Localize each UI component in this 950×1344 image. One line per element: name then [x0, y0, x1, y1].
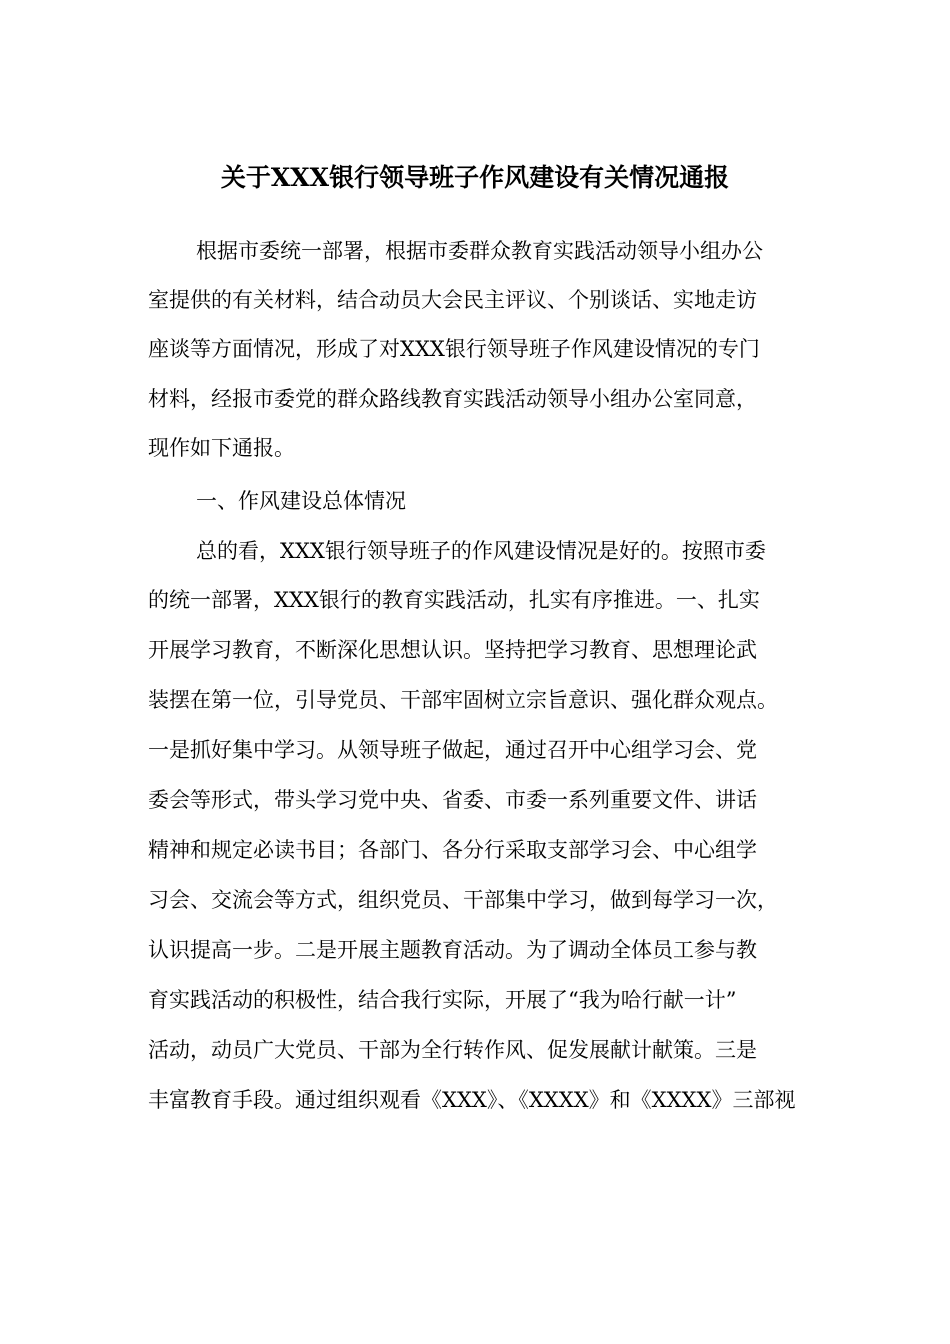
paragraph-line: 丰富教育手段。通过组织观看《XXX》、《XXXX》和《XXXX》三部视	[148, 1088, 796, 1112]
paragraph-line: 活动，动员广大党员、干部为全行转作风、促发展献计献策。三是	[148, 1038, 757, 1062]
paragraph-line: 育实践活动的积极性，结合我行实际，开展了“我为哈行献一计”	[148, 988, 737, 1012]
paragraph-line: 开展学习教育，不断深化思想认识。坚持把学习教育、思想理论武	[148, 638, 757, 662]
section-heading: 一、作风建设总体情况	[196, 489, 406, 513]
paragraph-line: 精神和规定必读书目；各部门、各分行采取支部学习会、中心组学	[148, 838, 757, 862]
paragraph-line: 室提供的有关材料，结合动员大会民主评议、个别谈话、实地走访	[148, 288, 757, 312]
paragraph-line: 总的看，XXX银行领导班子的作风建设情况是好的。按照市委	[196, 539, 766, 563]
paragraph-line: 委会等形式，带头学习党中央、省委、市委一系列重要文件、讲话	[148, 788, 757, 812]
paragraph-line: 根据市委统一部署，根据市委群众教育实践活动领导小组办公	[196, 239, 763, 263]
paragraph-line: 材料，经报市委党的群众路线教育实践活动领导小组办公室同意，	[148, 387, 757, 411]
paragraph-line: 装摆在第一位，引导党员、干部牢固树立宗旨意识、强化群众观点。	[148, 688, 778, 712]
paragraph-line: 现作如下通报。	[148, 436, 295, 460]
paragraph-line: 习会、交流会等方式，组织党员、干部集中学习，做到每学习一次，	[148, 888, 778, 912]
document-title: 关于XXX银行领导班子作风建设有关情况通报	[220, 163, 730, 192]
paragraph-line: 认识提高一步。二是开展主题教育活动。为了调动全体员工参与教	[148, 938, 757, 962]
paragraph-line: 的统一部署，XXX银行的教育实践活动，扎实有序推进。一、扎实	[148, 588, 760, 612]
paragraph-line: 座谈等方面情况，形成了对XXX银行领导班子作风建设情况的专门	[148, 337, 760, 361]
paragraph-line: 一是抓好集中学习。从领导班子做起，通过召开中心组学习会、党	[148, 738, 757, 762]
